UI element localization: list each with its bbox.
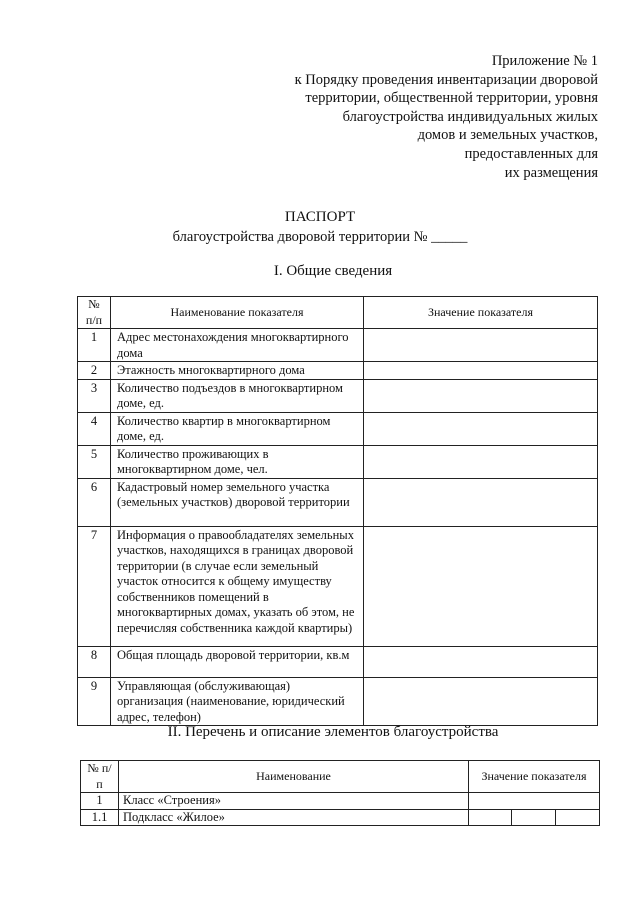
row-value[interactable]: [364, 412, 598, 445]
appendix-header: [238, 52, 598, 182]
row-value[interactable]: [364, 445, 598, 478]
table-row: [81, 793, 600, 810]
appendix-line: благоустройства индивидуальных жилых: [342, 108, 598, 125]
elements-table: [80, 760, 600, 826]
appendix-line: к Порядку проведения инвентаризации дворовой: [294, 71, 598, 88]
row-num: 4: [78, 412, 111, 445]
table-row: [78, 677, 598, 726]
row-num: 1.1: [81, 809, 119, 826]
document-title: ПАСПОРТ: [284, 209, 356, 225]
row-name: Количество подъездов в многоквартирном доме, ед.: [111, 379, 364, 412]
header-name: Наименование: [119, 761, 469, 793]
row-num: 6: [78, 478, 111, 526]
table-header-row: [78, 297, 598, 329]
row-name: Информация о правообладателях земельных участков, находящихся в границах дворовой территории (в случае если земельный участок относится к общему имуществу собственников помещений в многоквартирных домах, указать об этом, не перечисляя собственника каждой квартиры): [111, 526, 364, 646]
row-num: 1: [81, 793, 119, 810]
row-num: 9: [78, 677, 111, 726]
row-value-cell[interactable]: [512, 809, 556, 826]
row-name: Этажность многоквартирного дома: [111, 362, 364, 380]
row-name: Управляющая (обслуживающая) организация (наименование, юридический адрес, телефон): [111, 677, 364, 726]
table-row: [78, 526, 598, 646]
row-name: Количество проживающих в многоквартирном доме, чел.: [111, 445, 364, 478]
header-num: № п/п: [81, 761, 119, 793]
row-value[interactable]: [364, 362, 598, 380]
header-name: Наименование показателя: [111, 297, 364, 329]
row-name: Общая площадь дворовой территории, кв.м: [111, 646, 364, 677]
table-row: [78, 379, 598, 412]
row-num: 5: [78, 445, 111, 478]
row-num: 3: [78, 379, 111, 412]
row-num: 1: [78, 329, 111, 362]
row-value[interactable]: [364, 329, 598, 362]
table-row: [78, 646, 598, 677]
appendix-line: территории, общественной территории, уровня: [305, 90, 598, 107]
row-value-cell[interactable]: [556, 809, 600, 826]
row-num: 2: [78, 362, 111, 380]
row-num: 8: [78, 646, 111, 677]
general-info-table: [77, 296, 598, 726]
appendix-line: домов и земельных участков,: [417, 127, 598, 144]
table-row: [78, 329, 598, 362]
section1-heading: I. Общие сведения: [273, 263, 393, 279]
row-num: 7: [78, 526, 111, 646]
header-value: Значение показателя: [469, 761, 600, 793]
row-value[interactable]: [364, 646, 598, 677]
row-value[interactable]: [469, 793, 600, 810]
row-value[interactable]: [364, 478, 598, 526]
section2-heading: II. Перечень и описание элементов благоустройства: [167, 724, 499, 740]
document-subtitle: благоустройства дворовой территории № _____: [172, 229, 468, 245]
appendix-line: их размещения: [504, 164, 598, 181]
row-name: Кадастровый номер земельного участка (земельных участков) дворовой территории: [111, 478, 364, 526]
appendix-line: предоставленных для: [464, 145, 598, 162]
appendix-line: Приложение № 1: [491, 53, 598, 69]
header-num: № п/п: [78, 297, 111, 329]
row-value-cell[interactable]: [469, 809, 512, 826]
row-value[interactable]: [364, 379, 598, 412]
header-value: Значение показателя: [364, 297, 598, 329]
table-row: [78, 445, 598, 478]
table-row: [78, 412, 598, 445]
table-row: [78, 478, 598, 526]
row-name: Количество квартир в многоквартирном доме, ед.: [111, 412, 364, 445]
table-header-row: [81, 761, 600, 793]
row-name: Адрес местонахождения многоквартирного дома: [111, 329, 364, 362]
table-row: [78, 362, 598, 380]
row-name: Класс «Строения»: [119, 793, 469, 810]
row-value[interactable]: [364, 677, 598, 726]
row-value[interactable]: [364, 526, 598, 646]
row-name: Подкласс «Жилое»: [119, 809, 469, 826]
table-row: [81, 809, 600, 826]
